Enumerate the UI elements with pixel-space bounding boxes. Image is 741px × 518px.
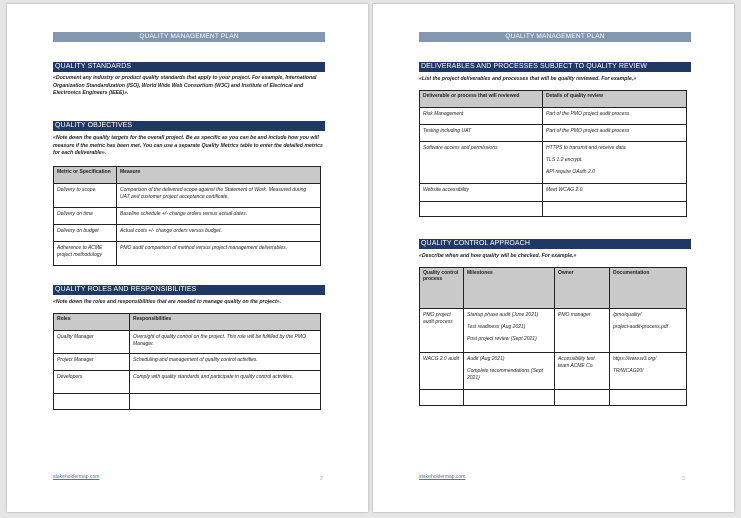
deliverables-table [419,90,687,217]
column-header: Quality control process [420,268,464,309]
page-number: 2 [320,476,323,482]
table-cell: Quality Manager [54,331,130,354]
quality-control-table [419,267,687,406]
table-cell [610,390,687,406]
table-cell [543,142,687,184]
table-header-row [54,167,321,184]
column-header: Roles [54,314,130,331]
table-cell: Comply with quality standards and participate in quality control activities. [130,371,321,394]
milestone-line: Post project review (Sept 2021) [467,335,537,342]
table-row [420,108,687,125]
table-row [420,184,687,202]
quality-roles-heading: QUALITY ROLES AND RESPONSIBILITIES [53,285,325,295]
column-header: Owner [555,268,610,309]
table-cell: PMO project audit process [420,309,464,353]
doc-line: /pmo/quality/ [613,312,642,318]
detail-line: TLS 1.2 encrypt. [546,156,583,163]
column-header: Deliverable or process that will reviewed [420,91,543,108]
table-cell: Developers [54,371,130,394]
table-cell [464,390,555,406]
column-header: Documentation [610,268,687,309]
table-cell: Risk Management [420,108,543,125]
table-cell: Baseline schedule +/- change orders versus actual dates. [117,208,321,225]
column-header: Metric or Specification [54,167,117,184]
table-cell [420,390,464,406]
table-cell [610,353,687,390]
table-cell: Oversight of quality control on the project. This role will be fulfilled by the PMO Manager. [130,331,321,354]
quality-roles-instruction: «Note down the roles and responsibilities that are needed to manage quality on the project». [53,299,282,305]
detail-line: Part of the PMO project audit process [546,128,630,134]
quality-objectives-table [53,166,321,266]
table-row [420,309,687,353]
table-row [54,394,321,410]
detail-line: API require OAuth 2.0 [546,168,595,175]
table-row [420,142,687,184]
table-cell [130,394,321,410]
table-cell: PMO manager [555,309,610,353]
column-header: Milestones [464,268,555,309]
table-cell: Accessibility test team ACME Co. [555,353,610,390]
doc-line: project-audit-process.pdf [613,323,669,330]
doc-line: https://www.w3.org/ [613,356,657,362]
quality-standards-heading: QUALITY STANDARDS [53,62,325,72]
table-header-row [54,314,321,331]
table-row [54,225,321,242]
document-page-3 [373,4,734,512]
column-header: Responsibilities [130,314,321,331]
table-header-row [420,91,687,108]
table-cell: Comparison of the delivered scope against the Statement of Work. Measured during UAT and customer project acceptance certificate. [117,184,321,208]
footer-link[interactable]: stakeholdermap.com [419,474,466,480]
table-cell: WACG 2.0 audit [420,353,464,390]
table-cell [543,202,687,217]
table-row [420,353,687,390]
quality-control-instruction: «Describe when and how quality will be checked. For example,» [419,253,577,259]
table-cell: Actual costs +/- change orders versus budget. [117,225,321,242]
table-cell: Delivery to scope. [54,184,117,208]
detail-line: HTTPS to transmit and receive data. [546,145,627,151]
table-row [420,390,687,406]
page-banner: QUALITY MANAGEMENT PLAN [419,32,691,42]
milestone-line: Startup phase audit (June 2021) [467,312,539,318]
quality-standards-instruction: «Document any industry or product quality standards that apply to your project. For example, International Organization Standardization (ISO), World Wide Web Consortium (W3C) and Institute of Electrical and Electronics Engineers (IEEE)». [53,75,317,97]
table-cell: Website accessibility [420,184,543,202]
table-row [54,354,321,371]
detail-line: Part of the PMO project audit process [546,111,630,117]
page-number: 3 [682,476,685,482]
column-header: Measure [117,167,321,184]
deliverables-heading: DELIVERABLES AND PROCESSES SUBJECT TO QUALITY REVIEW [419,62,691,72]
table-cell: Project Manager [54,354,130,371]
page-banner: QUALITY MANAGEMENT PLAN [53,32,325,42]
table-cell [555,390,610,406]
table-header-row [420,268,687,309]
table-cell: PMO audit comparison of method versus project management deliverables. [117,242,321,266]
quality-objectives-heading: QUALITY OBJECTIVES [53,121,325,131]
table-cell [543,184,687,202]
table-cell [420,202,543,217]
table-cell: Scheduling and management of quality control activities. [130,354,321,371]
table-row [54,184,321,208]
table-cell [54,394,130,410]
table-cell [543,125,687,142]
quality-control-heading: QUALITY CONTROL APPROACH [419,239,691,249]
table-cell [464,309,555,353]
quality-roles-table [53,313,321,410]
milestone-line: Audit (Aug 2021) [467,356,505,362]
detail-line: Meet WCAG 2.0. [546,187,584,193]
table-cell: Testing including UAT [420,125,543,142]
quality-objectives-instruction: «Note down the quality targets for the overall project. Be as specific as you can be and include how you will measure if the metric has been met. You can use a separate Quality Metrics table to enter the detailed metrics for each deliverable». [53,135,323,157]
table-row [54,242,321,266]
doc-line: TR/WCAG20/ [613,367,644,374]
milestone-line: Complete recommendations (Sept 2021) [467,367,543,381]
table-cell: Delivery on time [54,208,117,225]
table-row [420,125,687,142]
deliverables-instruction: «List the project deliverables and processes that will be quality reviewed. For example,» [419,76,637,82]
table-row [54,371,321,394]
table-row [54,331,321,354]
footer-link[interactable]: stakeholdermap.com [53,474,100,480]
document-page-2 [7,4,368,512]
column-header: Details of quality review [543,91,687,108]
table-cell [610,309,687,353]
table-cell [464,353,555,390]
table-row [54,208,321,225]
table-cell [543,108,687,125]
table-row [420,202,687,217]
milestone-line: Test readiness (Aug 2021) [467,323,526,330]
table-cell: Adherence to ACME project methodology [54,242,117,266]
table-cell: Software access and permissions [420,142,543,184]
table-cell: Delivery on budget [54,225,117,242]
